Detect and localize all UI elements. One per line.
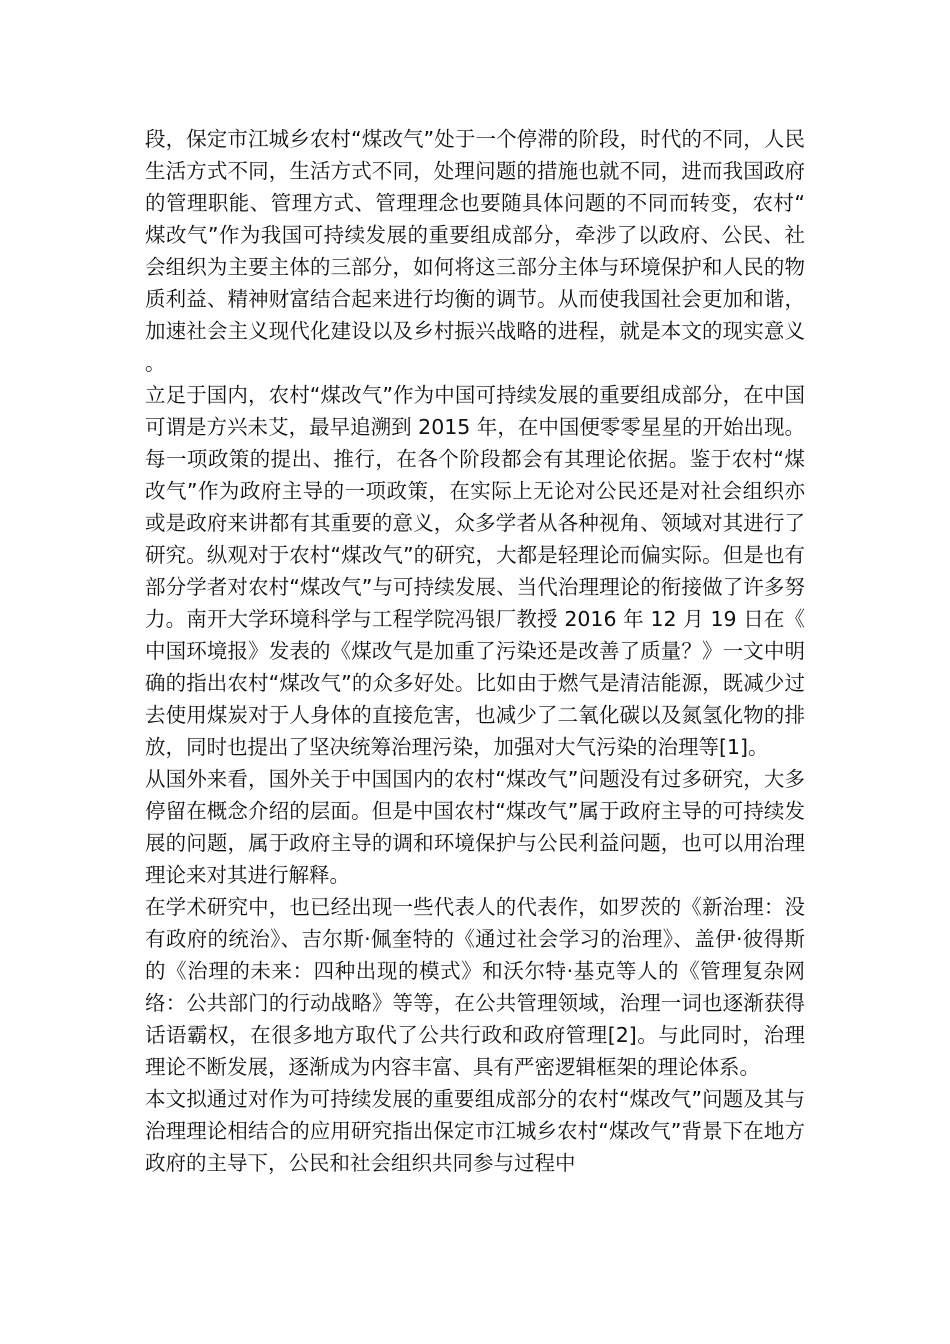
paragraph-domestic-research: 立足于国内，农村“煤改气”作为中国可持续发展的重要组成部分，在中国可谓是方兴未艾，最早追溯到 2015 年，在中国便零零星星的开始出现。每一项政策的提出、推行，在各个阶段都会有其理论依据。鉴于农村“煤改气”作为政府主导的一项政策，在实际上无论对公民还是对社会组织亦或是政府来讲都有其重要的意义，众多学者从各种视角、领域对其进行了研究。纵观对于农村“煤改气”的研究，大都是轻理论而偏实际。但是也有部分学者对农村“煤改气”与可持续发展、当代治理理论的衔接做了许多努力。南开大学环境科学与工程学院冯银厂教授 2016 年 12 月 19 日在《中国环境报》发表的《煤改气是加重了污染还是改善了质量？》一文中明确的指出农村“煤改气”的众多好处。比如由于燃气是清洁能源，既减少过去使用煤炭对于人身体的直接危害，也减少了二氧化碳以及氮氢化物的排放，同时也提出了坚决统筹治理污染，加强对大气污染的治理等[1]。 — [145, 383, 805, 759]
paragraph-significance: 段，保定市江城乡农村“煤改气”处于一个停滞的阶段，时代的不同，人民生活方式不同，生活方式不同，处理问题的措施也就不同，进而我国政府的管理职能、管理方式、管理理念也要随具体问题的不同而转变，农村“煤改气”作为我国可持续发展的重要组成部分，牵涉了以政府、公民、社会组织为主要主体的三部分，如何将这三部分主体与环境保护和人民的物质利益、精神财富结合起来进行均衡的调节。从而使我国社会更加和谐，加速社会主义现代化建设以及乡村振兴战略的进程，就是本文的现实意义。 — [145, 127, 805, 375]
body-text — [145, 123, 805, 1179]
paragraph-academic-works: 在学术研究中，也已经出现一些代表人的代表作，如罗茨的《新治理：没有政府的统治》、吉尔斯·佩奎特的《通过社会学习的治理》、盖伊·彼得斯的《治理的未来：四种出现的模式》和沃尔特·基克等人的《管理复杂网络：公共部门的行动战略》等等，在公共管理领域，治理一词也逐渐获得话语霸权，在很多地方取代了公共行政和政府管理[2]。与此同时，治理理论不断发展，逐渐成为内容丰富、具有严密逻辑框架的理论体系。 — [145, 895, 805, 1079]
paragraph-foreign-research: 从国外来看，国外关于中国国内的农村“煤改气”问题没有过多研究，大多停留在概念介绍的层面。但是中国农村“煤改气”属于政府主导的可持续发展的问题，属于政府主导的调和环境保护与公民利益问题，也可以用治理理论来对其进行解释。 — [145, 767, 805, 887]
paragraph-research-plan: 本文拟通过对作为可持续发展的重要组成部分的农村“煤改气”问题及其与治理理论相结合的应用研究指出保定市江城乡农村“煤改气”背景下在地方政府的主导下，公民和社会组织共同参与过程中 — [145, 1087, 805, 1175]
